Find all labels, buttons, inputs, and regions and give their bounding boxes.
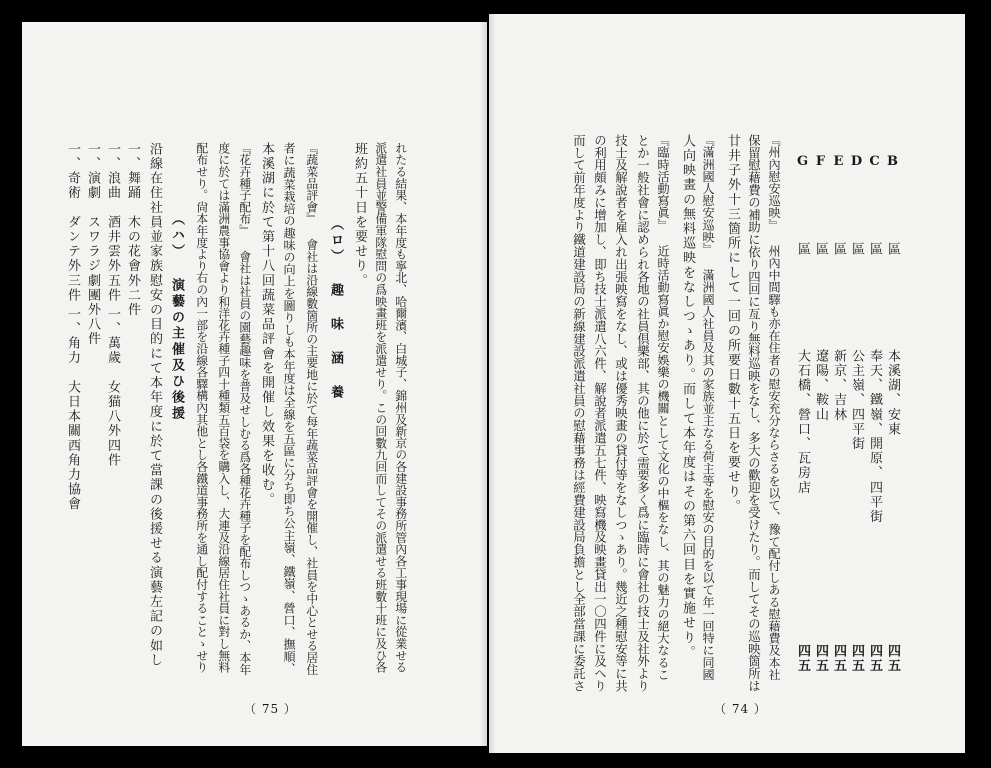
body-line: れたる結果、本年度も寧北、哈爾濱、白城子、錦州及新京の各建設事務所管內各工事現場に從業せる [393, 142, 408, 673]
event-item: 一、舞踊 木の花會外二件 [125, 142, 140, 318]
event-item: 一、浪曲 酒井雲外五件 [105, 142, 120, 303]
page-number: （ 75 ） [244, 702, 297, 716]
event-item: 一、萬歲 女猫八外四件 [105, 307, 120, 468]
section-heading: （ハ） 演藝の主催及ひ後援 [169, 212, 184, 422]
body-line: とか一般社會に認められ各地の社員倶樂部、其の他に於て需要多く爲に臨時に會社の技士及社外より [635, 134, 651, 692]
body-line: 技士及解說者を雇入れ出張映寫をなし、或は優秀映畫の貸付等をなしつゝあり。幾近之種慰安等に共 [613, 134, 629, 692]
body-line: 派遣社員並警備軍隊慰問の爲映畫班を派遣せり。この回數九回而してその派遣せる班數十班に及ひ各 [373, 142, 388, 673]
dest-label: G [795, 154, 810, 171]
body-line: 本溪湖に於て第十八回蔬菜品評會を開催し效果を收む。 [259, 142, 274, 507]
dest-place: 本溪湖、安東 [885, 349, 900, 437]
dest-mark: 區 [813, 242, 828, 257]
page-gutter-edge [480, 22, 487, 746]
body-line: の利用頗みに增加し、即ち技士派遣八六件、解說者派遣五七件、映寫機及映畫貸出一〇四件に及へり [592, 134, 608, 692]
page-number: （ 74 ） [714, 702, 767, 716]
dest-count: 四五 [849, 644, 864, 674]
dest-place: 新京、吉林 [831, 349, 846, 422]
body-line: 保留慰藉費の補助に依り四回に亙り無料巡映をなし、多大の歡迎を受けたり。而してその巡映箇所は [746, 134, 762, 692]
dest-mark: 區 [867, 242, 882, 257]
body-line: 『州內慰安巡映』 州內中間驛も亦在住者の慰安充分ならさるを以て、豫て配付しある慰藉費及本社 [767, 134, 782, 681]
event-item: 一、角力 大日本關西角力協會 [65, 307, 80, 512]
section-heading: （ロ） 趣 味 涵 養 [328, 217, 343, 401]
dest-place: 遼陽、鞍山 [813, 349, 828, 422]
body-line: 『臨時活動寫眞』 近時活動寫眞か慰安娛樂の機關として文化の中樞をなし、其の魅力の絕大なるこ [656, 134, 671, 681]
body-line: 『花卉種子配布』 會社は社員の園藝趣味を普及せしむる爲各種花卉種子を配布しつゝあるか、本年 [237, 142, 252, 676]
dest-place: 公主嶺、四平街 [849, 349, 864, 452]
dest-mark: 區 [831, 242, 846, 257]
body-line: 度に於ては滿洲農事協會より和洋花卉種子四十種類五百袋を購入し、大連及沿線居住社員に對し無料 [216, 142, 231, 673]
body-line: 『蔬菜品評會』 會社は沿線數箇所の主要地に於て每年蔬菜品評會を開催し、社員を中心とせる居住 [304, 142, 319, 676]
dest-label: B [885, 154, 900, 171]
dest-place: 大石橋、營口、瓦房店 [795, 349, 810, 495]
event-item: 一、演劇 スワラジ劇團外八件 [85, 142, 100, 347]
body-line: 班約五十日を要せり。 [352, 142, 367, 288]
dest-mark: 區 [795, 242, 810, 257]
body-line: 者に蔬菜栽培の趣味の向上を圖りしも本年度は全線を五區に分ち即ち公主嶺、鐵嶺、營口、撫順、 [282, 142, 297, 675]
body-line: 廿井子外十三箇所にして一回の所要日數十五日を要せり。 [725, 134, 740, 514]
dest-count: 四五 [795, 644, 810, 674]
dest-count: 四五 [831, 644, 846, 674]
left-page [22, 22, 487, 746]
dest-mark: 區 [885, 242, 900, 257]
dest-label: E [831, 154, 846, 171]
dest-place: 奉天、鐵嶺、開原、四平街 [867, 349, 882, 525]
page-gutter-edge [489, 14, 496, 753]
body-line: 人向映畫の無料巡映をなしつゝあり。而して本年度はその第六回目を實施せり。 [680, 134, 695, 660]
body-line: 『滿洲國人慰安巡映』 滿洲國人社員及其の家族並主なる荷主等を慰安の目的を以て年一回特に同國 [701, 134, 716, 681]
dest-count: 四五 [867, 644, 882, 674]
dest-label: F [813, 154, 828, 171]
body-line: 沿線在住社員並家族慰安の目的にて本年度に於て當課の後援せる演藝左記の如し [147, 142, 162, 668]
dest-mark: 區 [849, 242, 864, 257]
dest-count: 四五 [885, 644, 900, 674]
body-line: 配布せり。尙本年度より右の內一部を沿線各驛構內其他とし各鐵道事務所を通し配付することゝせり [194, 142, 209, 673]
dest-count: 四五 [813, 644, 828, 674]
dest-label: C [867, 154, 882, 171]
right-page [489, 14, 965, 753]
dest-label: D [849, 154, 864, 171]
event-item: 一、奇術 ダンテ外三件 [65, 142, 80, 303]
body-line: 而して前年度より鐵道建設局の新線建設派遣社員の慰藉事務は經費建設局負擔とし全部當課に委託さ [571, 134, 587, 692]
